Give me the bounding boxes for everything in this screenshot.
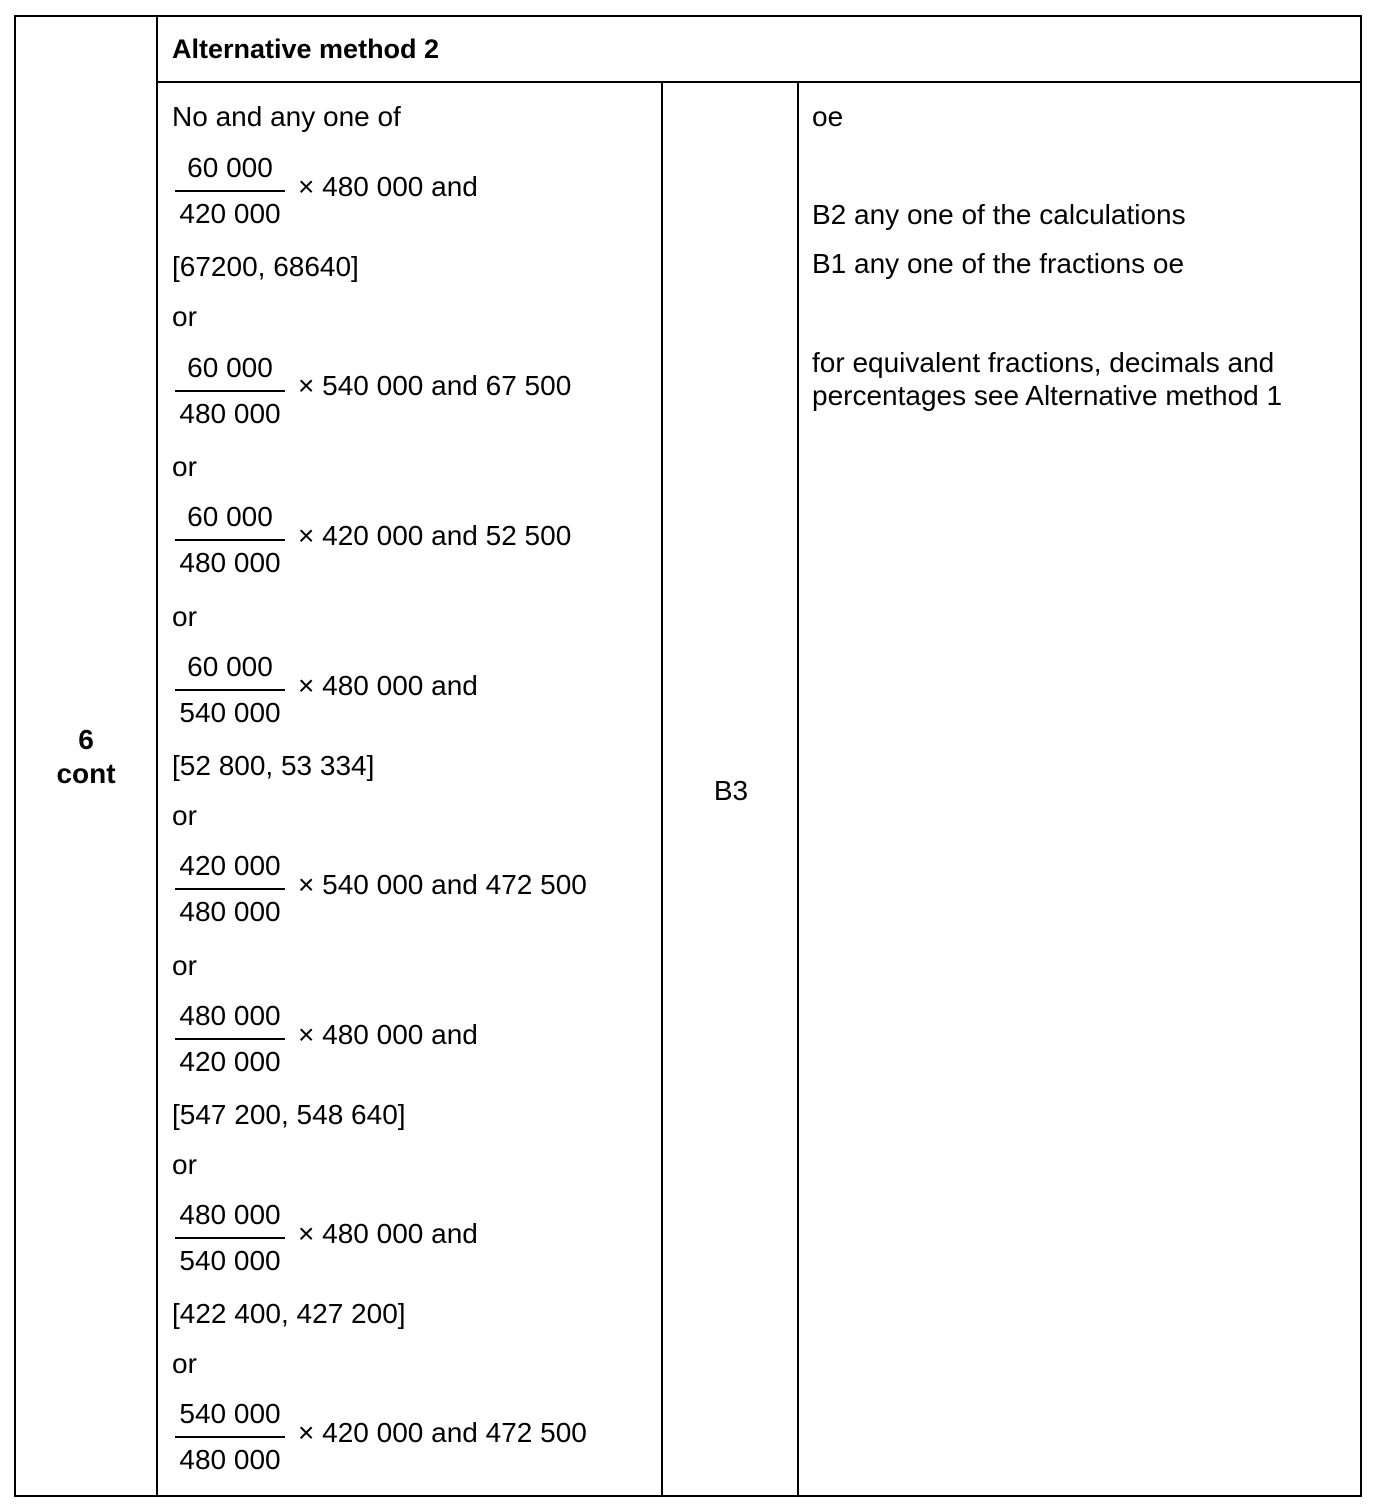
- or-separator: or: [172, 800, 197, 831]
- fraction-denominator: 420 000: [179, 198, 281, 229]
- fraction-bar: [175, 390, 285, 392]
- table-border-top: [14, 15, 1362, 17]
- fraction-denominator: 540 000: [179, 697, 281, 728]
- expression: × 540 000 and 67 500: [298, 370, 572, 401]
- fraction-numerator: 480 000: [179, 1000, 281, 1031]
- fraction-numerator: 540 000: [179, 1398, 281, 1429]
- expression: × 480 000 and: [298, 1019, 478, 1050]
- expression: × 420 000 and 52 500: [298, 520, 572, 551]
- question-cont-text: cont: [56, 758, 116, 789]
- or-separator: or: [172, 1149, 197, 1180]
- range-value: [547 200, 548 640]: [172, 1099, 406, 1130]
- range-value: [52 800, 53 334]: [172, 750, 375, 781]
- comment-oe: oe: [812, 101, 844, 132]
- fraction-bar: [175, 888, 285, 890]
- or-separator: or: [172, 301, 197, 332]
- fraction: [175, 503, 285, 577]
- mark-value: B3: [713, 775, 749, 806]
- fraction-denominator: 540 000: [179, 1245, 281, 1276]
- fraction-numerator: 420 000: [179, 850, 281, 881]
- fraction-denominator: 480 000: [179, 547, 281, 578]
- comment-equivalents-line1: for equivalent fractions, decimals and: [812, 347, 1275, 378]
- fraction-numerator: 480 000: [179, 1199, 281, 1230]
- question-cont: [14, 760, 158, 788]
- expression: × 480 000 and: [298, 1218, 478, 1249]
- fraction-numerator: 60 000: [187, 501, 273, 532]
- fraction-bar: [175, 539, 285, 541]
- range-value: [67200, 68640]: [172, 251, 359, 282]
- fraction-numerator: 60 000: [187, 651, 273, 682]
- range-value: [422 400, 427 200]: [172, 1298, 406, 1329]
- expression: × 540 000 and 472 500: [298, 869, 587, 900]
- or-separator: or: [172, 451, 197, 482]
- fraction-bar: [175, 1038, 285, 1040]
- fraction: [175, 852, 285, 926]
- fraction-denominator: 480 000: [179, 398, 281, 429]
- comment-equivalents-line2: percentages see Alternative method 1: [812, 380, 1283, 411]
- fraction: [175, 1002, 285, 1076]
- table-border-right: [1360, 15, 1362, 1497]
- or-separator: or: [172, 950, 197, 981]
- fraction: [175, 1400, 285, 1474]
- fraction-bar: [175, 190, 285, 192]
- question-number: [14, 726, 158, 754]
- fraction-numerator: 60 000: [187, 152, 273, 183]
- fraction-denominator: 480 000: [179, 896, 281, 927]
- or-separator: or: [172, 1348, 197, 1379]
- or-separator: or: [172, 601, 197, 632]
- fraction-bar: [175, 689, 285, 691]
- question-column-divider: [156, 15, 158, 1497]
- expression: × 420 000 and 472 500: [298, 1417, 587, 1448]
- expression: × 480 000 and: [298, 171, 478, 202]
- question-number-text: 6: [78, 724, 94, 755]
- expression: × 480 000 and: [298, 670, 478, 701]
- fraction: [175, 653, 285, 727]
- comment-b2: B2 any one of the calculations: [812, 199, 1186, 230]
- fraction-bar: [175, 1436, 285, 1438]
- fraction-numerator: 60 000: [187, 352, 273, 383]
- table-border-bottom: [14, 1495, 1362, 1497]
- answer-intro: No and any one of: [172, 101, 401, 132]
- fraction: [175, 1201, 285, 1275]
- fraction: [175, 154, 285, 228]
- header-row-divider: [156, 81, 1362, 83]
- fraction-denominator: 480 000: [179, 1444, 281, 1475]
- table-border-left: [14, 15, 16, 1497]
- comment-b1: B1 any one of the fractions oe: [812, 248, 1185, 279]
- fraction-denominator: 420 000: [179, 1046, 281, 1077]
- fraction-bar: [175, 1237, 285, 1239]
- fraction: [175, 354, 285, 428]
- method-title: Alternative method 2: [172, 34, 440, 64]
